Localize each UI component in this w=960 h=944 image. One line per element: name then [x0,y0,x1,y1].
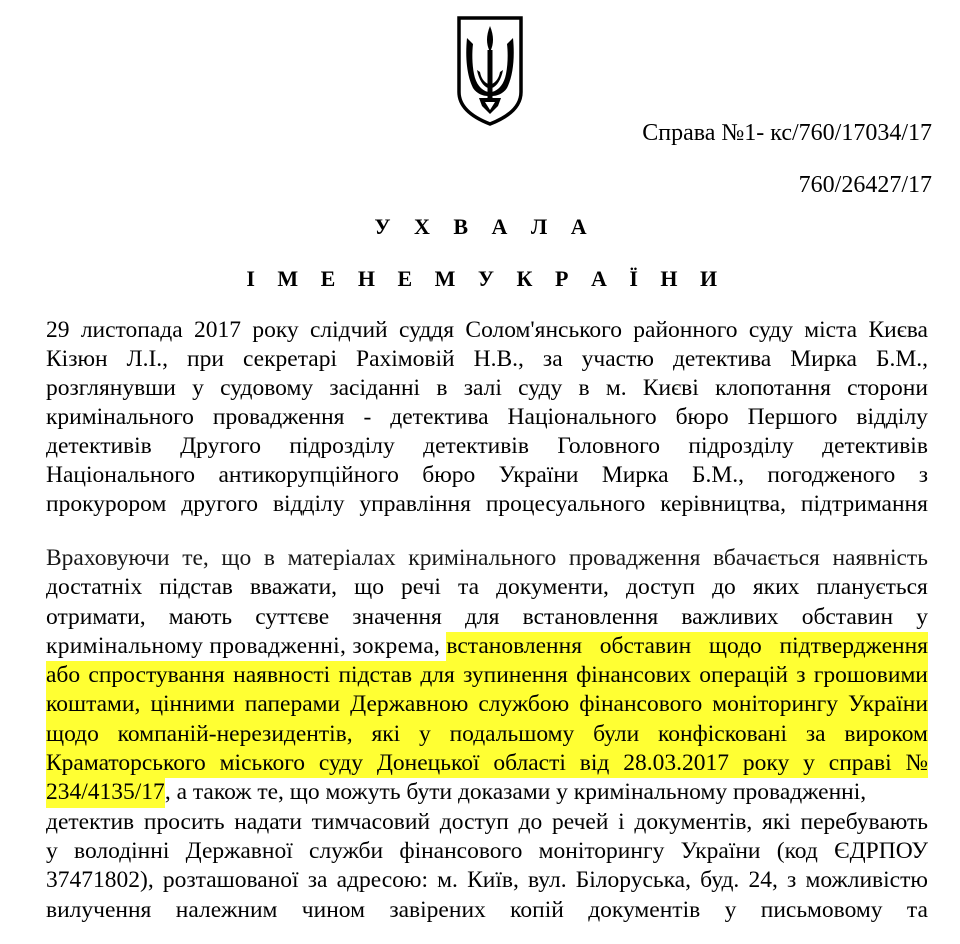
highlighted-line: щодо компаній-нерезидентів, які у подальшому були конфісковані за вироком [46,720,928,749]
text-line: отримати, мають суттєве значення для встановлення важливих обставин у [46,603,928,630]
highlighted-line: Краматорського міського суду Донецької області від 28.03.2017 року у справі № [46,749,928,778]
text-line: 29 листопада 2017 року слідчий суддя Солом'янського районного суду міста Києва [46,317,928,343]
text-segment: кримінальному провадженні, зокрема, [46,632,447,659]
case-number-2: 760/26427/17 [798,172,932,198]
text-line-cut: Враховуючи те, що в матеріалах кримінального провадження вбачається наявність [46,545,928,571]
text-line [46,632,928,661]
text-line: розглянувши у судовому засіданні в залі суду в м. Києві клопотання сторони [46,375,928,401]
text-segment: , а також те, що можуть бути доказами у кримінальному провадженні, [164,779,867,806]
text-line: детектив просить надати тимчасовий доступ до речей і документів, які перебувають [46,808,928,835]
text-line: у володінні Державної служби фінансового моніторингу України (код ЄДРПОУ [46,837,928,864]
highlighted-case-number: 234/4135/17 [46,778,165,807]
text-line: достатніх підстав вважати, що речі та документи, доступ до яких планується [46,574,928,601]
text-line: кримінального провадження - детектива Національного бюро Першого відділу [46,404,928,430]
text-line: Кізюн Л.І., при секретарі Рахімовій Н.В., за участю детектива Мирка Б.М., [46,346,928,372]
highlighted-line: або спростування наявності підстав для зупинення фінансових операцій з грошовими [46,661,928,690]
text-line-cut: вилучення належним чином завірених копій документів у письмовому та [46,896,928,923]
document-title: У Х В А Л А [374,214,596,239]
paragraph-reasoning [46,545,928,923]
text-line-cut: прокурором другого відділу управління процесуального керівництва, підтримання [46,491,928,517]
highlighted-line: коштами, цінними паперами Державною службою фінансового моніторингу України [46,690,928,719]
highlighted-text: встановлення обставин щодо підтвердження [446,632,928,661]
document-subtitle: І М Е Н Е М У К Р А Ї Н И [246,266,726,291]
text-line [46,778,928,807]
paragraph-intro [46,316,928,517]
tryzub-coat-of-arms-icon [455,14,525,126]
text-line: детективів Другого підрозділу детективів Головного підрозділу детективів [46,433,928,459]
text-line: Національного антикорупційного бюро України Мирка Б.М., погодженого з [46,462,928,488]
text-line: 37471802), розташованої за адресою: м. Київ, вул. Білоруська, буд. 24, з можливістю [46,867,928,894]
case-number: Справа №1- кс/760/17034/17 [642,120,932,146]
